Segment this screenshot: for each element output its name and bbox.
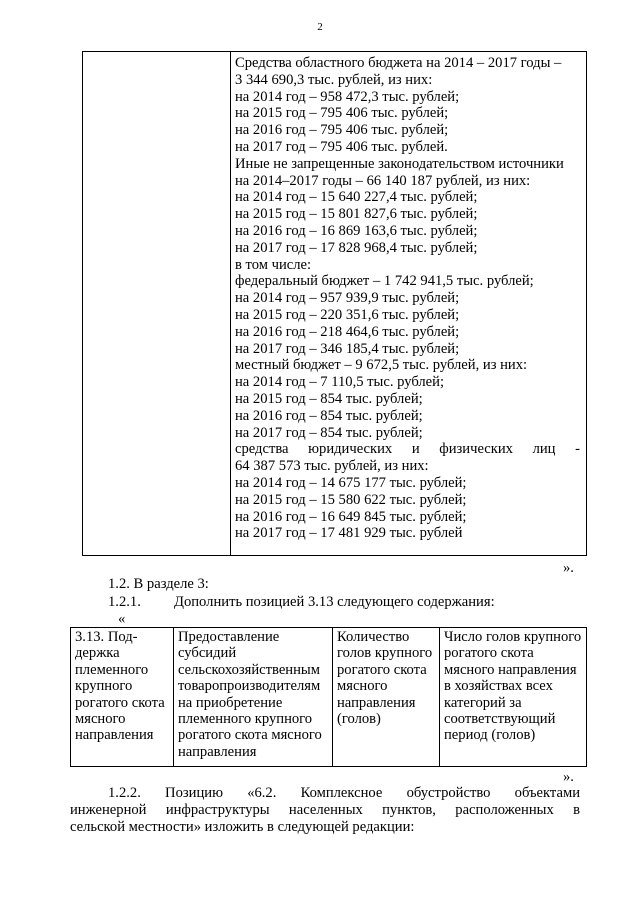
- closing-quote: ».: [563, 560, 574, 576]
- word: лиц: [532, 441, 556, 458]
- position-name-cell: 3.13. Под-держка племенного крупного рогатого скота мясного направления: [71, 628, 174, 767]
- financing-text-cell: [235, 55, 580, 542]
- word: и: [411, 441, 420, 458]
- opening-quote: «: [118, 611, 126, 627]
- word: инфраструктуры: [165, 802, 270, 818]
- financing-line: на 2014 год – 14 675 177 тыс. рублей;: [235, 474, 467, 491]
- financing-line: на 2014–2017 годы – 66 140 187 рублей, из них:: [235, 172, 531, 189]
- financing-line: местный бюджет – 9 672,5 тыс. рублей, из них:: [235, 357, 528, 374]
- financing-line: на 2014 год – 957 939,9 тыс. рублей;: [235, 290, 460, 307]
- financing-line: на 2016 год – 16 869 163,6 тыс. рублей;: [235, 222, 478, 239]
- word: в: [573, 802, 580, 818]
- paragraph-1-2-2: [70, 785, 580, 836]
- financing-line: на 2016 год – 795 406 тыс. рублей;: [235, 122, 449, 139]
- position-measure-cell: Предоставление субсидий сельскохозяйственным товаропроизводителям на приобретение племенного крупного рогатого скота мясного направления: [174, 628, 333, 767]
- word: физических: [439, 441, 513, 458]
- financing-label-cell: [83, 52, 231, 555]
- financing-line: на 2015 год – 220 351,6 тыс. рублей;: [235, 306, 460, 323]
- position-description-cell: Число голов крупного рогатого скота мясного направления в хозяйствах всех категорий за соответствующий период (голов): [440, 628, 587, 767]
- paragraph-line: сельской местности» изложить в следующей редакции:: [70, 819, 415, 835]
- financing-line: Средства областного бюджета на 2014 – 2017 годы –: [235, 55, 562, 71]
- word: инженерной: [70, 802, 147, 818]
- position-table: [70, 627, 587, 767]
- financing-line: Иные не запрещенные законодательством источники: [235, 155, 564, 172]
- word: средства: [235, 441, 289, 458]
- financing-line: на 2017 год – 854 тыс. рублей;: [235, 424, 423, 441]
- financing-line: на 2015 год – 15 580 622 тыс. рублей;: [235, 491, 467, 508]
- financing-line-justified: [235, 441, 580, 458]
- financing-line: на 2016 год – 854 тыс. рублей;: [235, 407, 423, 424]
- financing-line: 64 387 573 тыс. рублей, из них:: [235, 458, 429, 475]
- word: обустройство: [406, 785, 491, 801]
- financing-line: на 2015 год – 15 801 827,6 тыс. рублей;: [235, 206, 478, 223]
- word: 1.2.2.: [108, 785, 141, 801]
- word: «6.2.: [247, 785, 277, 801]
- financing-line: на 2017 год – 17 481 929 тыс. рублей: [235, 525, 463, 542]
- section-heading: 1.2. В разделе 3:: [108, 576, 209, 592]
- word: -: [575, 441, 580, 458]
- page-number: 2: [317, 21, 323, 33]
- financing-table: [82, 51, 587, 556]
- table-row: [71, 628, 587, 767]
- financing-line: на 2014 год – 15 640 227,4 тыс. рублей;: [235, 189, 478, 206]
- financing-line: на 2017 год – 795 406 тыс. рублей.: [235, 138, 448, 155]
- financing-line: на 2015 год – 854 тыс. рублей;: [235, 390, 423, 407]
- word: расположенных: [455, 802, 554, 818]
- word: юридических: [308, 441, 393, 458]
- paragraph-line-justified: [70, 785, 580, 802]
- sub-item-text: Дополнить позицией 3.13 следующего содержания:: [174, 594, 495, 610]
- word: Комплексное: [300, 785, 383, 801]
- financing-line: в том числе:: [235, 256, 312, 273]
- financing-line: на 2017 год – 346 185,4 тыс. рублей;: [235, 340, 460, 357]
- financing-line: на 2014 год – 958 472,3 тыс. рублей;: [235, 88, 460, 105]
- financing-line: на 2015 год – 795 406 тыс. рублей;: [235, 105, 449, 122]
- financing-line: на 2017 год – 17 828 968,4 тыс. рублей;: [235, 239, 478, 256]
- paragraph-line-justified: [70, 802, 580, 819]
- sub-item-number: 1.2.1.: [108, 594, 141, 610]
- word: Позицию: [165, 785, 223, 801]
- financing-line: федеральный бюджет – 1 742 941,5 тыс. рублей;: [235, 273, 534, 290]
- financing-line: на 2016 год – 218 464,6 тыс. рублей;: [235, 323, 460, 340]
- closing-quote: ».: [563, 769, 574, 785]
- financing-line: на 2014 год – 7 110,5 тыс. рублей;: [235, 374, 445, 391]
- word: населенных: [288, 802, 363, 818]
- word: объектами: [514, 785, 580, 801]
- financing-line: на 2016 год – 16 649 845 тыс. рублей;: [235, 508, 467, 525]
- financing-line: 3 344 690,3 тыс. рублей, из них:: [235, 71, 433, 88]
- position-indicator-cell: Количество голов крупного рогатого скота мясного направления (голов): [333, 628, 440, 767]
- word: пунктов,: [382, 802, 436, 818]
